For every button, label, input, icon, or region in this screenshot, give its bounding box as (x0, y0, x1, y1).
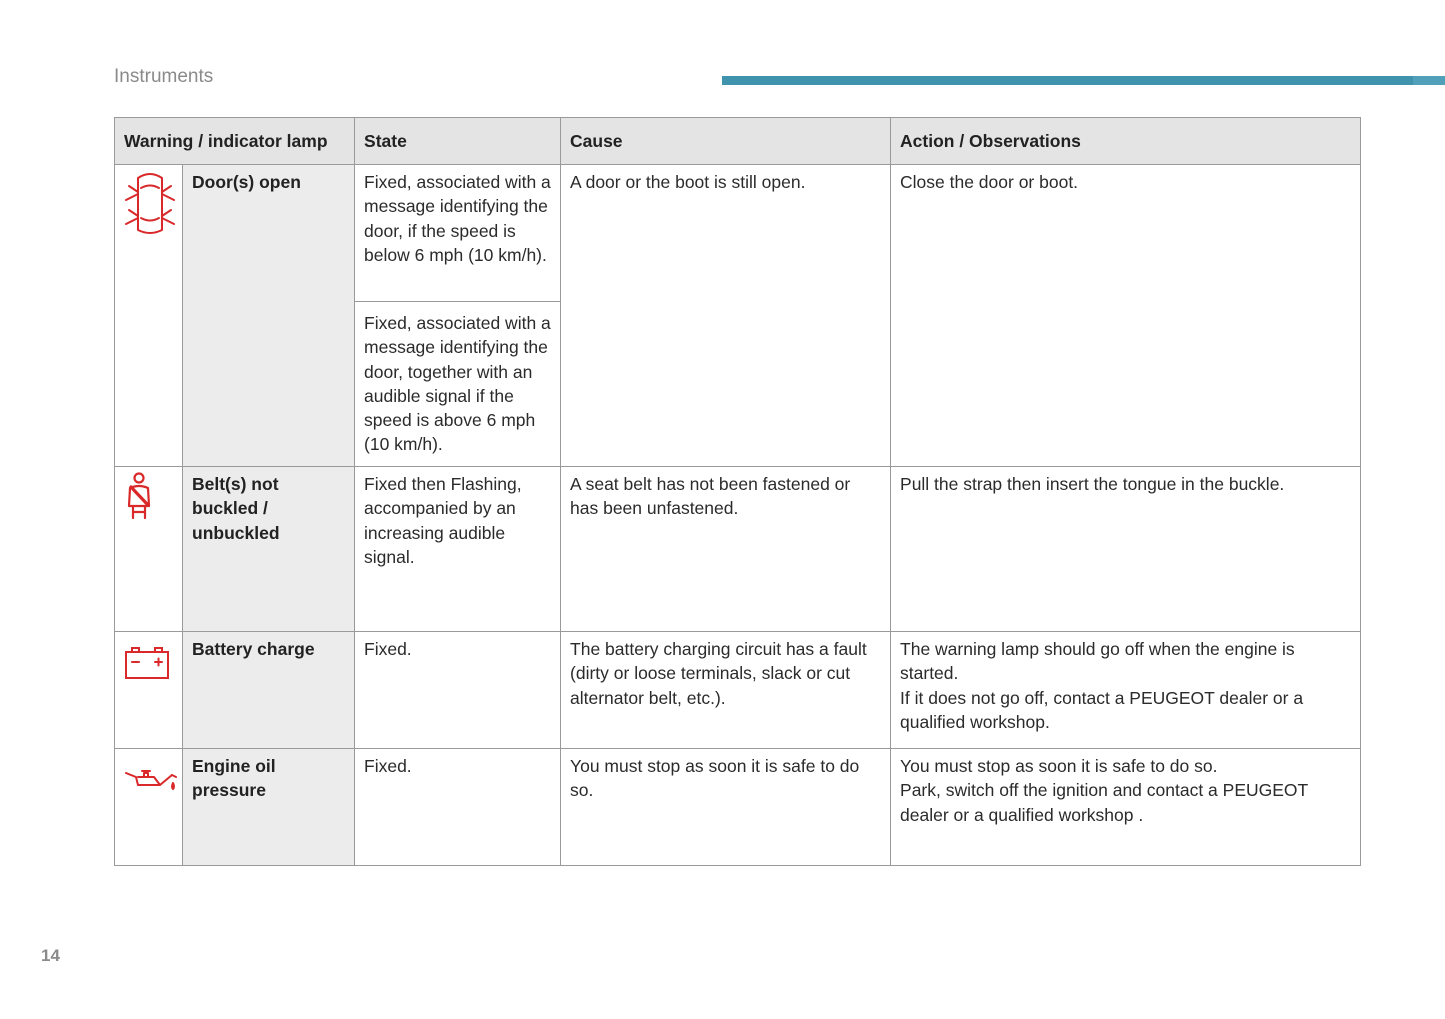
action-line: You must stop as soon it is safe to do so. (900, 756, 1218, 776)
warning-lamps-table (114, 117, 1361, 866)
lamp-icon-cell (115, 749, 183, 866)
lamp-name: Engine oil pressure (183, 749, 355, 866)
state-cell: Fixed. (355, 632, 561, 749)
lamp-icon-cell (115, 165, 183, 467)
lamp-name: Battery charge (183, 632, 355, 749)
lamp-name: Belt(s) not buckled / unbuckled (183, 467, 355, 632)
column-header-cause: Cause (561, 118, 891, 165)
table-row (115, 749, 1361, 866)
seat-belt-icon (124, 472, 154, 522)
state-cell: Fixed then Flashing, accompanied by an increasing audible signal. (355, 467, 561, 632)
column-header-lamp: Warning / indicator lamp (115, 118, 355, 165)
state-cell: Fixed, associated with a message identifying the door, if the speed is below 6 mph (10 km/h). (355, 165, 561, 302)
table-header-row (115, 118, 1361, 165)
table-row (115, 632, 1361, 749)
action-cell (891, 632, 1361, 749)
state-cell: Fixed. (355, 749, 561, 866)
page-number: 14 (41, 946, 60, 965)
cause-cell: You must stop as soon it is safe to do so. (561, 749, 891, 866)
action-cell: Close the door or boot. (891, 165, 1361, 467)
state-cell: Fixed, associated with a message identifying the door, together with an audible signal if the speed is above 6 mph (10 km/h). (355, 302, 561, 467)
table-row (115, 467, 1361, 632)
action-line: The warning lamp should go off when the engine is started. (900, 639, 1295, 684)
table-row (115, 165, 1361, 302)
battery-icon (124, 646, 170, 680)
cause-cell: A seat belt has not been fastened or has been unfastened. (561, 467, 891, 632)
action-line: If it does not go off, contact a PEUGEOT dealer or a qualified workshop. (900, 687, 1304, 732)
cause-cell: A door or the boot is still open. (561, 165, 891, 467)
action-line: Park, switch off the ignition and contact a PEUGEOT dealer or a qualified workshop . (900, 780, 1308, 825)
section-title: Instruments (114, 66, 214, 87)
column-header-state: State (355, 118, 561, 165)
lamp-icon-cell (115, 467, 183, 632)
action-cell: Pull the strap then insert the tongue in the buckle. (891, 467, 1361, 632)
column-header-action: Action / Observations (891, 118, 1361, 165)
action-cell (891, 749, 1361, 866)
cause-cell: The battery charging circuit has a fault (dirty or loose terminals, slack or cut alternator belt, etc.). (561, 632, 891, 749)
header-accent-bar (722, 76, 1445, 85)
oil-can-icon (124, 765, 178, 795)
door-open-icon (124, 170, 176, 238)
lamp-icon-cell (115, 632, 183, 749)
lamp-name: Door(s) open (183, 165, 355, 467)
